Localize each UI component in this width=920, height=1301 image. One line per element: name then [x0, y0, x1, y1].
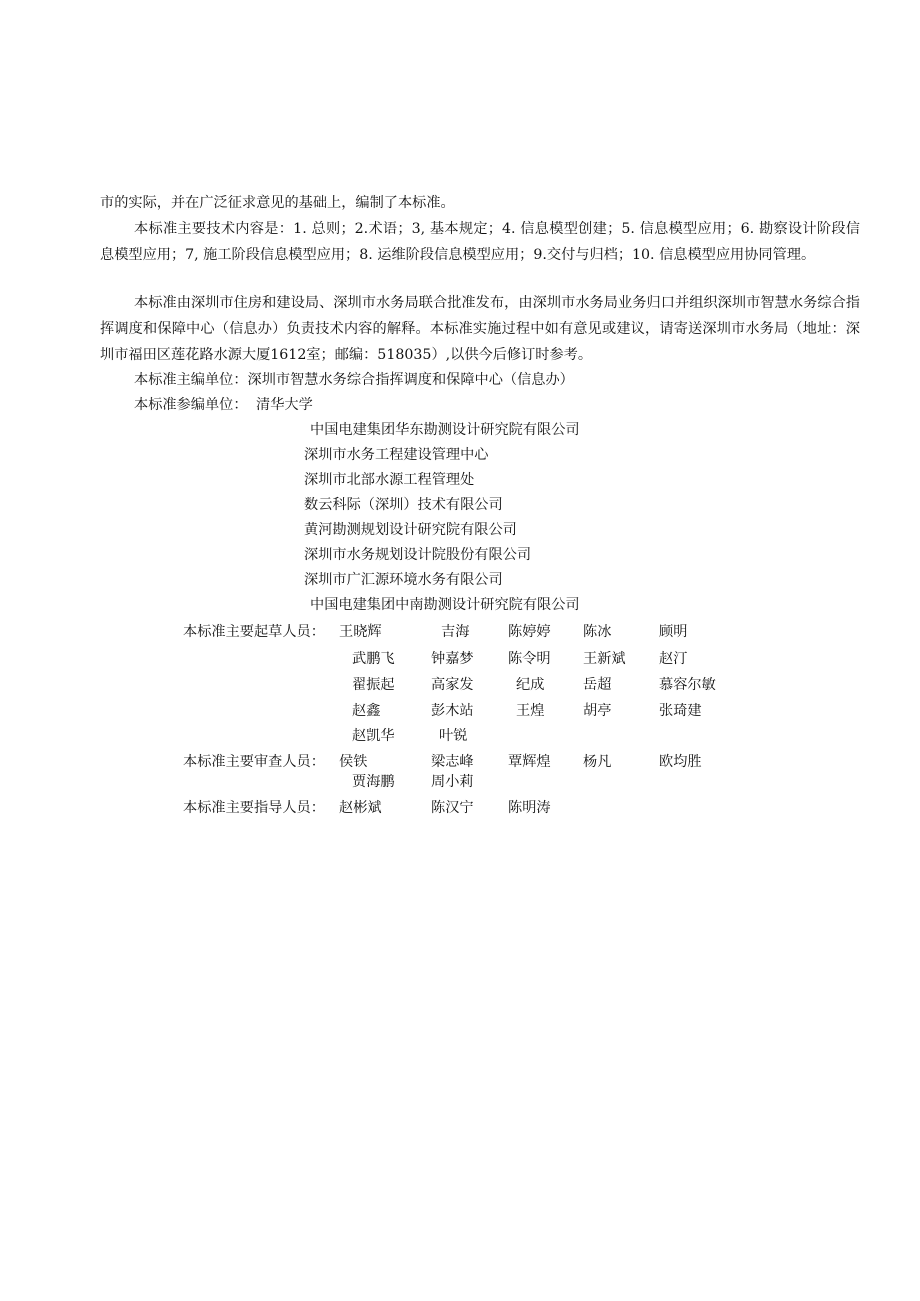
reviewer-name: 梁志峰 [431, 754, 474, 770]
drafter-name: 王晓辉 [339, 624, 382, 640]
participating-unit: 深圳市水务规划设计院股份有限公司 [304, 547, 532, 563]
reviewer-name: 覃辉煌 [508, 754, 551, 770]
publication-paragraph: 本标准由深圳市住房和建设局、深圳市水务局联合批准发布，由深圳市水务局业务归口并组织深圳市智慧水务综合指挥调度和保障中心（信息办）负责技术内容的解释。本标准实施过程中如有意见或建议，请寄送深圳市水务局（地址：深圳市福田区莲花路水源大厦1612室；邮编：518035）,以供今后修订时参考。 [100, 295, 860, 363]
drafter-name: 彭木站 [431, 703, 474, 719]
participating-unit: 数云科际（深圳）技术有限公司 [304, 497, 503, 513]
drafter-name: 叶锐 [439, 728, 468, 744]
drafter-name: 赵凯华 [352, 728, 395, 744]
drafter-name: 翟振起 [352, 677, 395, 693]
participating-unit: 中国电建集团中南勘测设计研究院有限公司 [310, 597, 580, 613]
drafter-name: 陈婷婷 [508, 624, 551, 640]
chief-editor-line [134, 370, 574, 390]
drafter-name: 吉海 [441, 624, 470, 640]
drafter-name: 高家发 [431, 677, 474, 693]
drafter-name: 顾明 [659, 624, 688, 640]
guide-name: 陈明涛 [508, 800, 551, 816]
guide-name: 赵彬斌 [339, 800, 382, 816]
drafter-name: 王煌 [516, 703, 545, 719]
chief-editor-unit: 深圳市智慧水务综合指挥调度和保障中心（信息办） [247, 372, 574, 388]
drafter-name: 慕容尔敏 [659, 677, 716, 693]
drafter-name: 武鹏飞 [352, 651, 395, 667]
drafter-name: 陈冰 [583, 624, 612, 640]
drafters-label: 本标准主要起草人员： [183, 624, 325, 640]
guides-label: 本标准主要指导人员： [183, 800, 325, 816]
drafter-name: 胡亭 [583, 703, 612, 719]
chief-editor-label: 本标准主编单位： [134, 372, 248, 388]
reviewers-label: 本标准主要审查人员： [183, 754, 325, 770]
participating-unit: 黄河勘测规划设计研究院有限公司 [304, 522, 517, 538]
participating-unit: 清华大学 [256, 397, 313, 413]
participating-label: 本标准参编单位： [134, 397, 248, 413]
drafter-name: 赵汀 [659, 651, 688, 667]
reviewer-name: 欧均胜 [659, 754, 702, 770]
participating-unit: 深圳市广汇源环境水务有限公司 [304, 572, 503, 588]
drafter-name: 赵鑫 [352, 703, 381, 719]
reviewer-name: 杨凡 [583, 754, 612, 770]
participating-unit: 深圳市北部水源工程管理处 [304, 472, 475, 488]
drafter-name: 纪成 [516, 677, 545, 693]
guide-name: 陈汉宁 [431, 800, 474, 816]
reviewer-name: 贾海鹏 [352, 774, 395, 790]
drafter-name: 张琦建 [659, 703, 702, 719]
intro-continuation: 市的实际，并在广泛征求意见的基础上，编制了本标准。 [100, 195, 455, 211]
participating-unit: 中国电建集团华东勘测设计研究院有限公司 [310, 422, 580, 438]
drafter-name: 岳超 [583, 677, 612, 693]
participating-unit: 深圳市水务工程建设管理中心 [304, 447, 489, 463]
drafter-name: 钟嘉梦 [431, 651, 474, 667]
drafter-name: 陈令明 [508, 651, 551, 667]
reviewer-name: 侯铁 [339, 754, 368, 770]
technical-content-paragraph: 本标准主要技术内容是：1. 总则；2.术语；3, 基本规定；4. 信息模型创建；5. 信息模型应用；6. 勘察设计阶段信息模型应用；7, 施工阶段信息模型应用；8. 运维阶段信息模型应用；9.交付与归档；10. 信息模型应用协同管理。 [100, 221, 860, 263]
reviewer-name: 周小莉 [431, 774, 474, 790]
drafter-name: 王新斌 [583, 651, 626, 667]
